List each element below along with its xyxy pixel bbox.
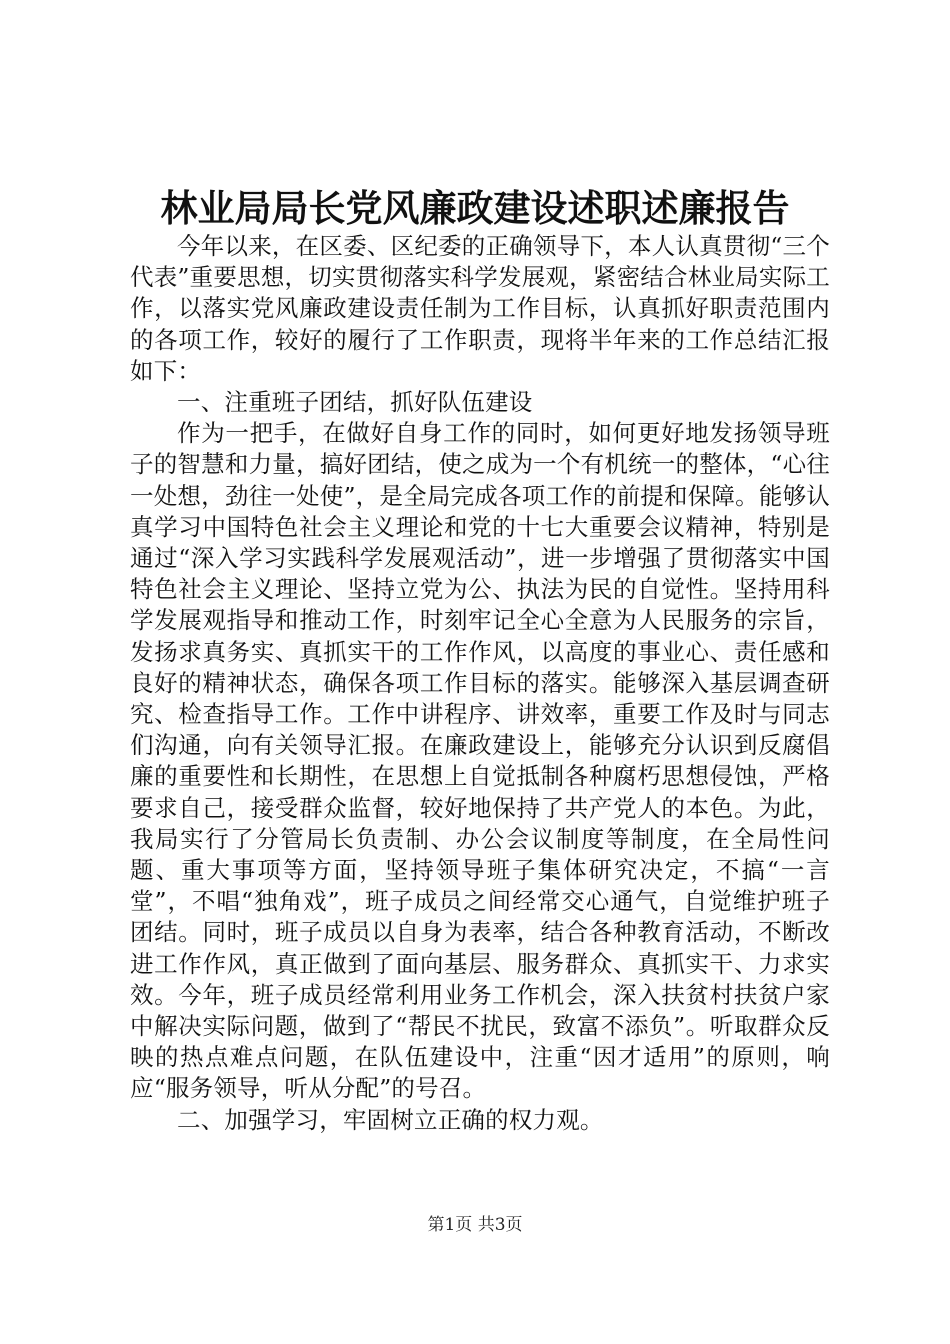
document-title: 林业局局长党风廉政建设述职述廉报告 xyxy=(160,186,790,230)
section-heading-2: 二、加强学习，牢固树立正确的权力观。 xyxy=(177,1105,604,1134)
paragraph-intro: 今年以来，在区委、区纪委的正确领导下，本人认真贯彻“三个代表”重要思想，切实贯彻落实科学发展观，紧密结合林业局实际工作，以落实党风廉政建设责任制为工作目标，认真抓好职责范围内的各项工作，较好的履行了工作职责，现将半年来的工作总结汇报如下： xyxy=(130,232,830,385)
section-heading-1: 一、注重班子团结，抓好队伍建设 xyxy=(177,388,533,417)
paragraph-section-1: 作为一把手，在做好自身工作的同时，如何更好地发扬领导班子的智慧和力量，搞好团结，使之成为一个有机统一的整体，“心往一处想，劲往一处使”，是全局完成各项工作的前提和保障。能够认真学习中国特色社会主义理论和党的十七大重要会议精神，特别是通过“深入学习实践科学发展观活动”，进一步增强了贯彻落实中国特色社会主义理论、坚持立党为公、执法为民的自觉性。坚持用科学发展观指导和推动工作，时刻牢记全心全意为人民服务的宗旨，发扬求真务实、真抓实干的工作作风，以高度的事业心、责任感和良好的精神状态，确保各项工作目标的落实。能够深入基层调查研究、检查指导工作。工作中讲程序、讲效率，重要工作及时与同志们沟通，向有关领导汇报。在廉政建设上，能够充分认识到反腐倡廉的重要性和长期性，在思想上自觉抵制各种腐朽思想侵蚀，严格要求自己，接受群众监督，较好地保持了共产党人的本色。为此，我局实行了分管局长负责制、办公会议制度等制度，在全局性问题、重大事项等方面，坚持领导班子集体研究决定，不搞“一言堂”，不唱“独角戏”，班子成员之间经常交心通气，自觉维护班子团结。同时，班子成员以自身为表率，结合各种教育活动，不断改进工作作风，真正做到了面向基层、服务群众、真抓实干、力求实效。今年，班子成员经常利用业务工作机会，深入扶贫村扶贫户家中解决实际问题，做到了“帮民不扰民，致富不添负”。听取群众反映的热点难点问题，在队伍建设中，注重“因才适用”的原则，响应“服务领导，听从分配”的号召。 xyxy=(130,419,830,1103)
page-number-footer: 第1页 共3页 xyxy=(427,1215,523,1235)
document-body xyxy=(130,231,830,1136)
